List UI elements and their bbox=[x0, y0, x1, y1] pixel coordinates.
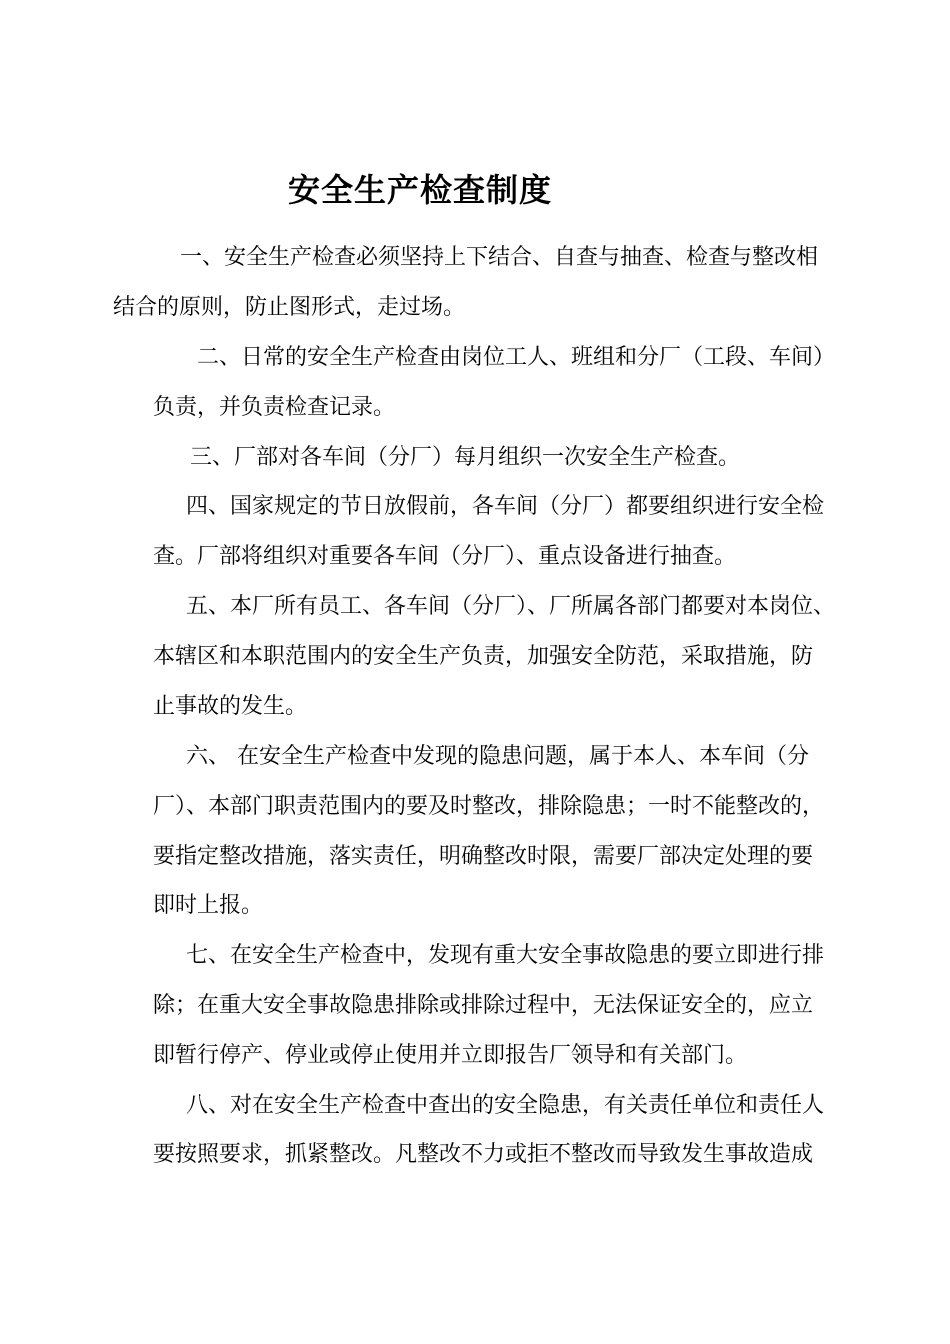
paragraph-5-line-2: 本辖区和本职范围内的安全生产负责，加强安全防范，采取措施，防 bbox=[153, 644, 814, 669]
paragraph-8-line-2: 要按照要求，抓紧整改。凡整改不力或拒不整改而导致发生事故造成 bbox=[153, 1142, 814, 1167]
paragraph-1-line-1: 一、安全生产检查必须坚持上下结合、自查与抽查、检查与整改相 bbox=[180, 245, 819, 270]
paragraph-4-line-2: 查。厂部将组织对重要各车间（分厂）、重点设备进行抽查。 bbox=[153, 544, 737, 569]
paragraph-6-line-4: 即时上报。 bbox=[153, 893, 264, 918]
paragraph-2-line-2: 负责，并负责检查记录。 bbox=[153, 395, 396, 420]
paragraph-6-line-2: 厂）、本部门职责范围内的要及时整改，排除隐患；一时不能整改的， bbox=[153, 794, 825, 819]
paragraph-8-line-1: 八、对在安全生产检查中查出的安全隐患，有关责任单位和责任人 bbox=[186, 1093, 825, 1118]
paragraph-2-line-1: 二、日常的安全生产检查由岗位工人、班组和分厂（工段、车间） bbox=[197, 345, 836, 370]
paragraph-6-line-3: 要指定整改措施，落实责任，明确整改时限，需要厂部决定处理的要 bbox=[153, 844, 814, 869]
paragraph-3-line-1: 三、厂部对各车间（分厂）每月组织一次安全生产检查。 bbox=[190, 445, 741, 470]
paragraph-7-line-1: 七、在安全生产检查中，发现有重大安全事故隐患的要立即进行排 bbox=[186, 943, 825, 968]
paragraph-7-line-2: 除；在重大安全事故隐患排除或排除过程中，无法保证安全的，应立 bbox=[153, 993, 814, 1018]
paragraph-7-line-3: 即暂行停产、停业或停止使用并立即报告厂领导和有关部门。 bbox=[153, 1043, 748, 1068]
document-title: 安全生产检查制度 bbox=[288, 171, 553, 209]
paragraph-1-line-2: 结合的原则，防止图形式，走过场。 bbox=[113, 295, 466, 320]
paragraph-5-line-1: 五、本厂所有员工、各车间（分厂）、厂所属各部门都要对本岗位、 bbox=[186, 594, 836, 619]
paragraph-6-line-1: 六、 在安全生产检查中发现的隐患问题，属于本人、本车间（分 bbox=[186, 744, 809, 769]
paragraph-4-line-1: 四、国家规定的节日放假前，各车间（分厂）都要组织进行安全检 bbox=[186, 494, 825, 519]
paragraph-5-line-3: 止事故的发生。 bbox=[153, 694, 308, 719]
